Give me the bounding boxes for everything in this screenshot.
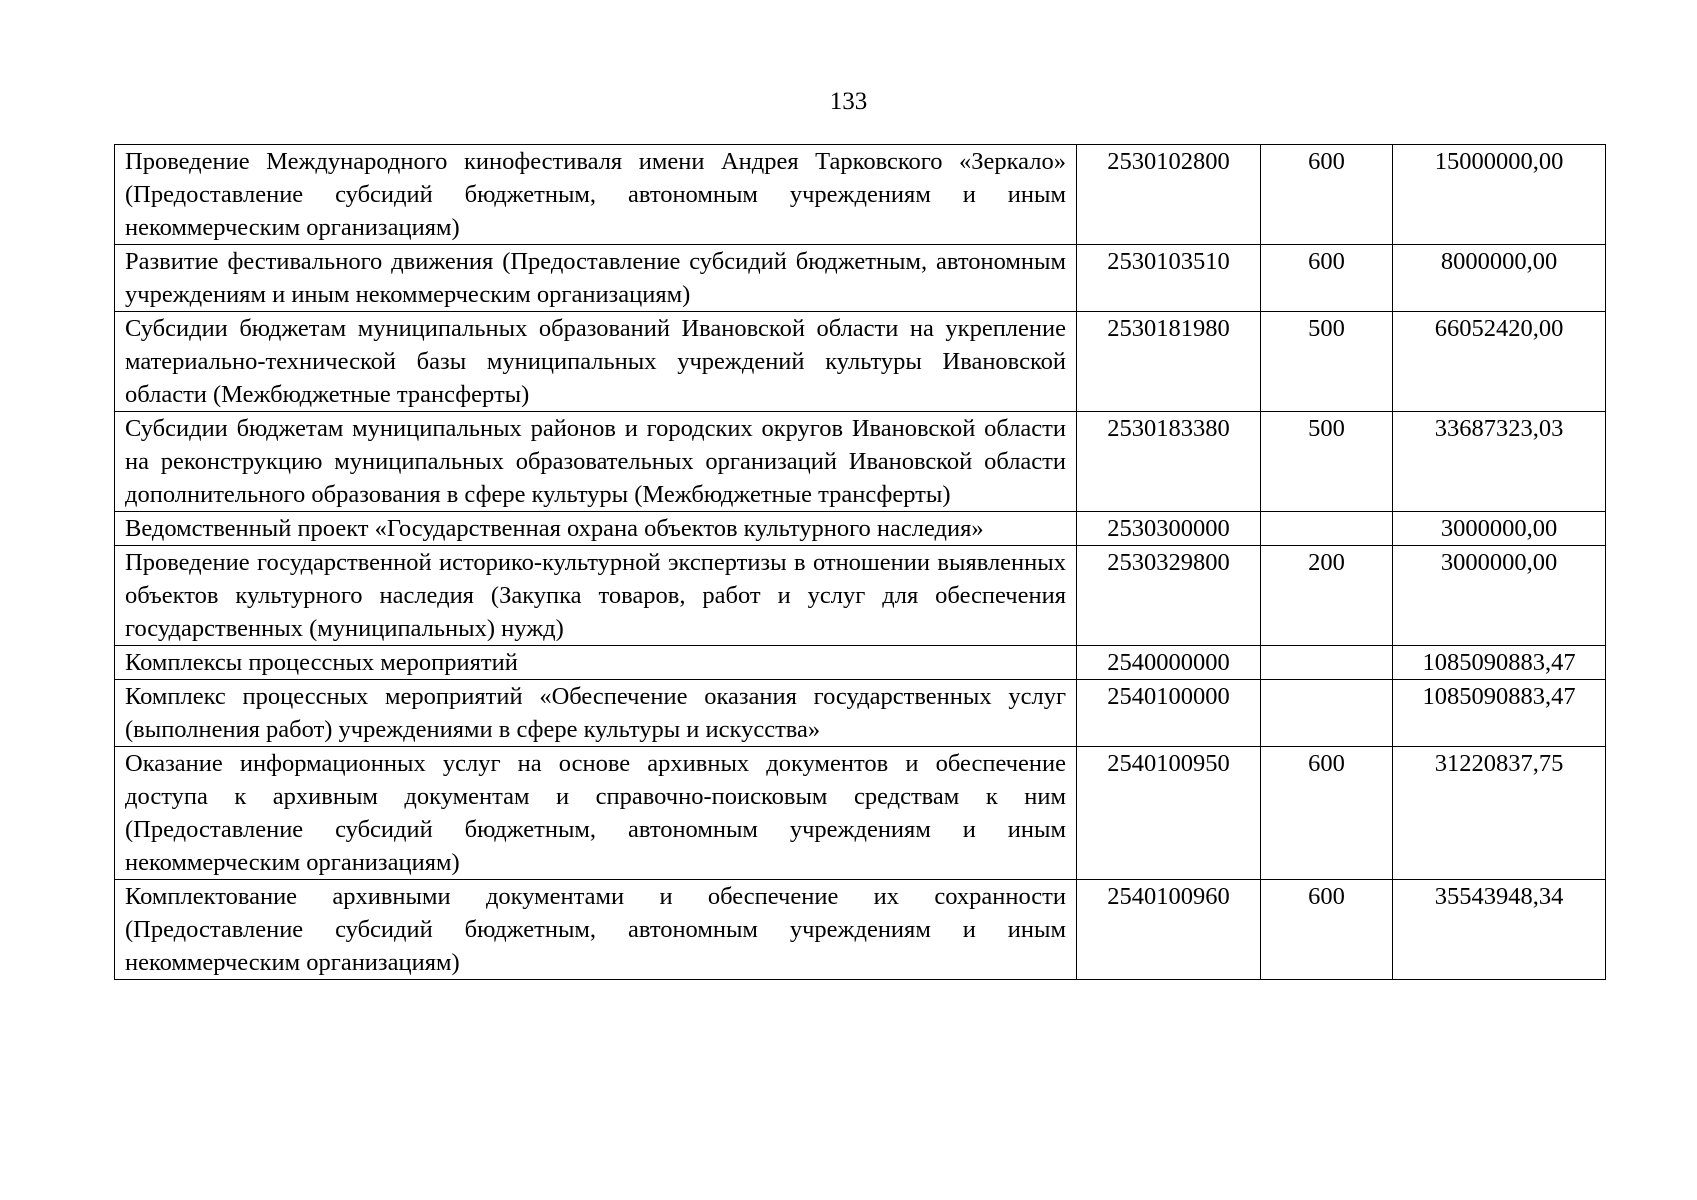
table-row bbox=[115, 880, 1606, 980]
item-name-cell: Комплектование архивными документами и обеспечение их сохранности (Предоставление субсидий бюджетным, автономным учреждениям и иным некоммерческим организациям) bbox=[115, 880, 1077, 980]
target-code-cell: 2530181980 bbox=[1077, 312, 1261, 412]
table-row bbox=[115, 747, 1606, 880]
target-code-cell: 2540000000 bbox=[1077, 646, 1261, 680]
table-row bbox=[115, 646, 1606, 680]
expense-type-cell: 600 bbox=[1261, 145, 1393, 245]
amount-cell: 3000000,00 bbox=[1393, 546, 1606, 646]
amount-cell: 35543948,34 bbox=[1393, 880, 1606, 980]
expense-type-cell: 500 bbox=[1261, 312, 1393, 412]
item-name-cell: Комплекс процессных мероприятий «Обеспечение оказания государственных услуг (выполнения работ) учреждениями в сфере культуры и искусства» bbox=[115, 680, 1077, 747]
target-code-cell: 2530300000 bbox=[1077, 512, 1261, 546]
table-row bbox=[115, 145, 1606, 245]
expense-type-cell: 600 bbox=[1261, 245, 1393, 312]
amount-cell: 31220837,75 bbox=[1393, 747, 1606, 880]
table-row bbox=[115, 312, 1606, 412]
target-code-cell: 2540100000 bbox=[1077, 680, 1261, 747]
item-name-cell: Проведение Международного кинофестиваля имени Андрея Тарковского «Зеркало» (Предоставление субсидий бюджетным, автономным учреждениям и иным некоммерческим организациям) bbox=[115, 145, 1077, 245]
amount-cell: 1085090883,47 bbox=[1393, 646, 1606, 680]
amount-cell: 3000000,00 bbox=[1393, 512, 1606, 546]
target-code-cell: 2530102800 bbox=[1077, 145, 1261, 245]
amount-cell: 33687323,03 bbox=[1393, 412, 1606, 512]
expense-type-cell bbox=[1261, 646, 1393, 680]
table-row bbox=[115, 680, 1606, 747]
item-name-cell: Ведомственный проект «Государственная охрана объектов культурного наследия» bbox=[115, 512, 1077, 546]
item-name-cell: Субсидии бюджетам муниципальных образований Ивановской области на укрепление материально-технической базы муниципальных учреждений культуры Ивановской области (Межбюджетные трансферты) bbox=[115, 312, 1077, 412]
item-name-cell: Комплексы процессных мероприятий bbox=[115, 646, 1077, 680]
table-row bbox=[115, 512, 1606, 546]
table-row bbox=[115, 546, 1606, 646]
target-code-cell: 2530103510 bbox=[1077, 245, 1261, 312]
amount-cell: 66052420,00 bbox=[1393, 312, 1606, 412]
expense-type-cell: 200 bbox=[1261, 546, 1393, 646]
table-row bbox=[115, 245, 1606, 312]
expense-type-cell bbox=[1261, 680, 1393, 747]
item-name-cell: Оказание информационных услуг на основе архивных документов и обеспечение доступа к архивным документам и справочно-поисковым средствам к ним (Предоставление субсидий бюджетным, автономным учреждениям и иным некоммерческим организациям) bbox=[115, 747, 1077, 880]
expense-type-cell bbox=[1261, 512, 1393, 546]
amount-cell: 1085090883,47 bbox=[1393, 680, 1606, 747]
target-code-cell: 2530329800 bbox=[1077, 546, 1261, 646]
page-number: 133 bbox=[829, 88, 868, 115]
expense-type-cell: 500 bbox=[1261, 412, 1393, 512]
item-name-cell: Развитие фестивального движения (Предоставление субсидий бюджетным, автономным учреждениям и иным некоммерческим организациям) bbox=[115, 245, 1077, 312]
expense-type-cell: 600 bbox=[1261, 747, 1393, 880]
target-code-cell: 2530183380 bbox=[1077, 412, 1261, 512]
expense-type-cell: 600 bbox=[1261, 880, 1393, 980]
budget-table bbox=[114, 144, 1606, 980]
target-code-cell: 2540100950 bbox=[1077, 747, 1261, 880]
item-name-cell: Субсидии бюджетам муниципальных районов и городских округов Ивановской области на реконструкцию муниципальных образовательных организаций Ивановской области дополнительного образования в сфере культуры (Межбюджетные трансферты) bbox=[115, 412, 1077, 512]
table-row bbox=[115, 412, 1606, 512]
target-code-cell: 2540100960 bbox=[1077, 880, 1261, 980]
item-name-cell: Проведение государственной историко-культурной экспертизы в отношении выявленных объектов культурного наследия (Закупка товаров, работ и услуг для обеспечения государственных (муниципальных) нужд) bbox=[115, 546, 1077, 646]
amount-cell: 8000000,00 bbox=[1393, 245, 1606, 312]
amount-cell: 15000000,00 bbox=[1393, 145, 1606, 245]
